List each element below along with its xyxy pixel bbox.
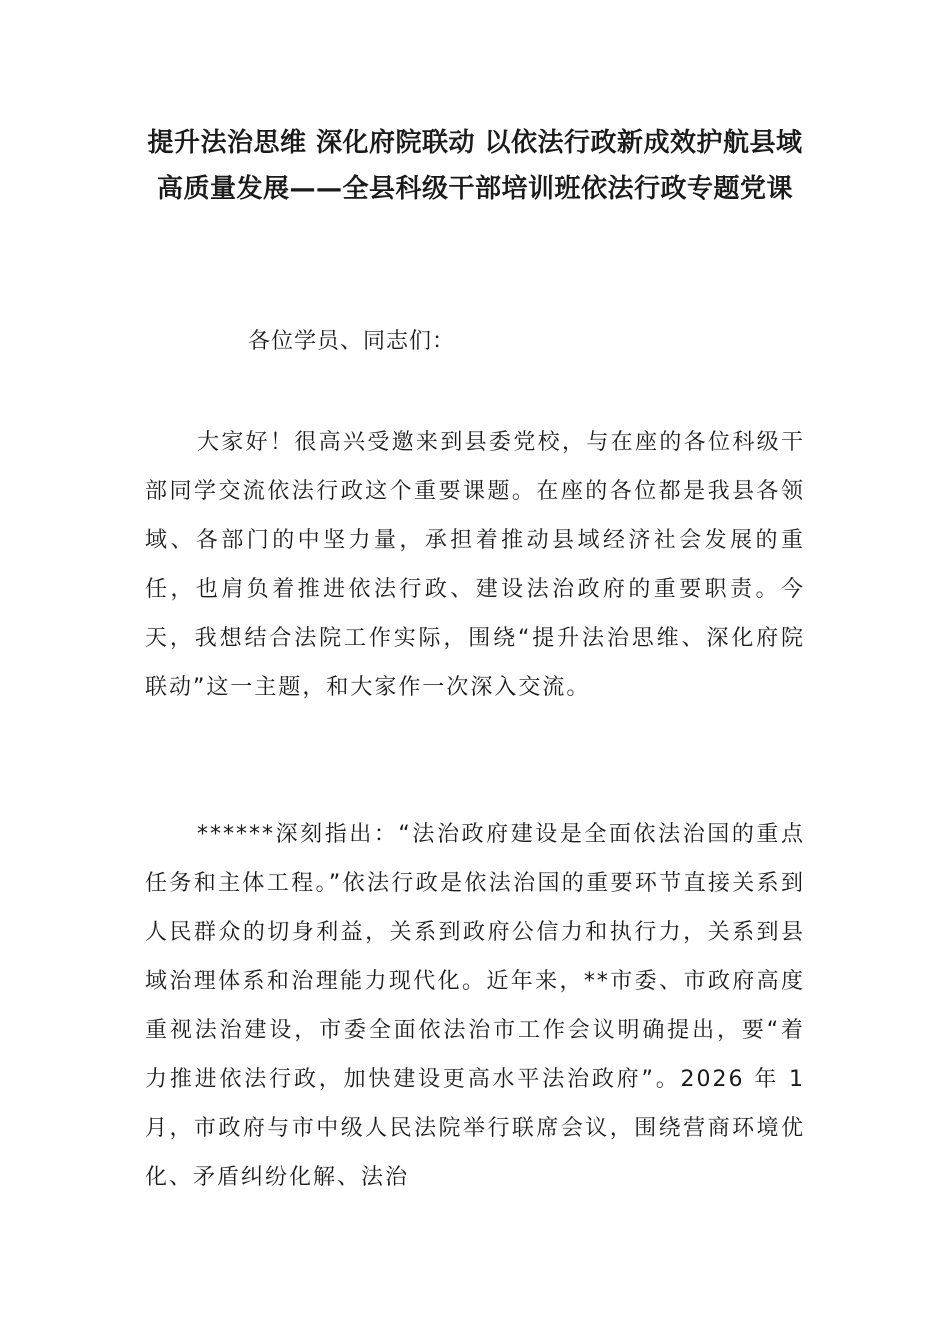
paragraph-rule-of-law: ******深刻指出：“法治政府建设是全面依法治国的重点任务和主体工程。”依法行政是依法治国的重要环节直接关系到人民群众的切身利益，关系到政府公信力和执行力，关系到县域治理体系和治理能力现代化。近年来，**市委、市政府高度重视法治建设，市委全面依法治市工作会议明确提出，要“着力推进依法行政，加快建设更高水平法治政府”。2026 年 1 月，市政府与市中级人民法院举行联席会议，围绕营商环境优化、矛盾纠纷化解、法治	[145, 822, 805, 1190]
paragraph-opening: 大家好！很高兴受邀来到县委党校，与在座的各位科级干部同学交流依法行政这个重要课题。在座的各位都是我县各领域、各部门的中坚力量，承担着推动县域经济社会发展的重任，也肩负着推进依法行政、建设法治政府的重要职责。今天，我想结合法院工作实际，围绕“提升法治思维、深化府院联动”这一主题，和大家作一次深入交流。	[145, 430, 805, 700]
salutation: 各位学员、同志们：	[248, 329, 456, 354]
document-title: 提升法治思维 深化府院联动 以依法行政新成效护航县域高质量发展——全县科级干部培训班依法行政专题党课	[147, 128, 803, 204]
